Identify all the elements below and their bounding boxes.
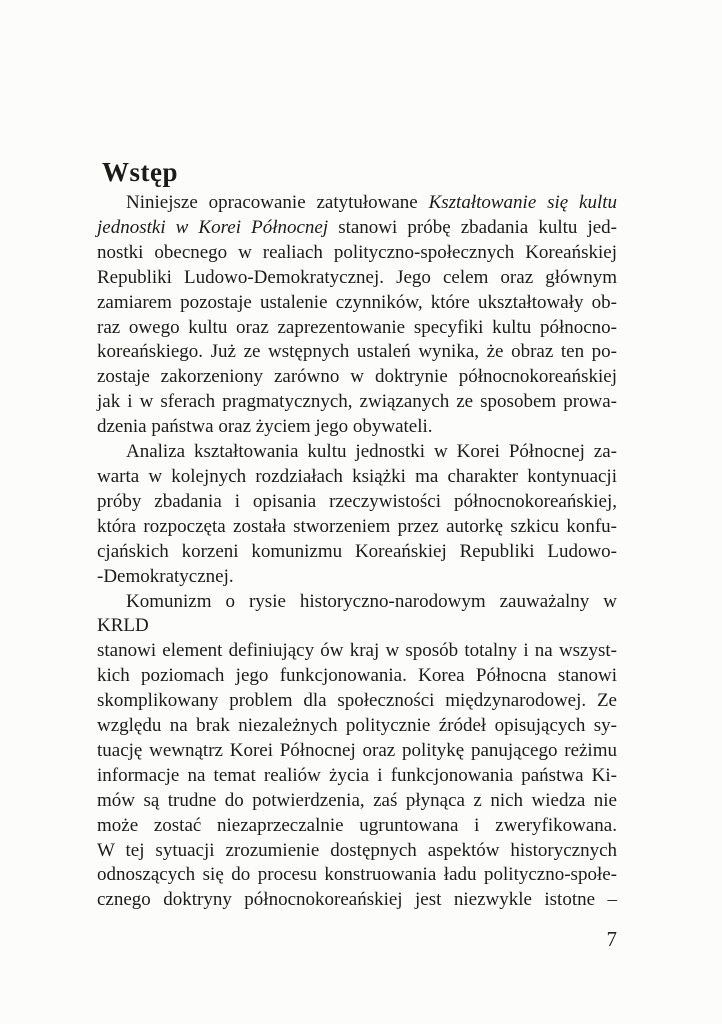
body-text xyxy=(97,191,617,913)
chapter-title: Wstęp xyxy=(102,157,178,188)
text-line xyxy=(97,739,617,764)
text-line xyxy=(97,789,617,814)
text-segment: nostki obecnego w realiach polityczno-społecznych Koreańskiej xyxy=(97,241,617,263)
text-segment: cjańskich korzeni komunizmu Koreańskiej Republiki Ludowo- xyxy=(97,540,617,562)
text-line xyxy=(97,490,617,515)
text-segment: względu na brak niezależnych politycznie źródeł opisujących sy- xyxy=(97,715,617,737)
text-line xyxy=(97,888,617,913)
text-segment: Analiza kształtowania kultu jednostki w Korei Północnej za- xyxy=(126,441,617,463)
text-segment: próby zbadania i opisania rzeczywistości północnokoreańskiej, xyxy=(97,490,617,512)
text-line xyxy=(97,714,617,739)
text-segment: może zostać niezaprzeczalnie ugruntowana i zweryfikowana. xyxy=(97,814,617,836)
text-segment: mów są trudne do potwierdzenia, zaś płynąca z nich wiedza nie xyxy=(97,789,617,811)
text-segment: dzenia państwa oraz życiem jego obywateli. xyxy=(97,416,433,438)
text-line xyxy=(97,266,617,291)
page-number: 7 xyxy=(606,927,617,951)
text-line xyxy=(97,291,617,316)
text-segment: skomplikowany problem dla społeczności międzynarodowej. Ze xyxy=(97,690,617,712)
text-segment: -Demokratycznej. xyxy=(97,565,234,587)
text-segment: która rozpoczęta została stworzeniem przez autorkę szkicu konfu- xyxy=(97,515,617,537)
text-segment: warta w kolejnych rozdziałach książki ma charakter kontynuacji xyxy=(97,465,617,487)
text-segment: Niniejsze opracowanie zatytułowane xyxy=(126,192,429,213)
italic-text-segment: jednostki w Korei Północnej xyxy=(97,216,329,238)
text-line xyxy=(97,540,617,565)
text-line xyxy=(97,365,617,390)
text-segment: W tej sytuacji zrozumienie dostępnych aspektów historycznych xyxy=(97,839,617,861)
text-line xyxy=(97,565,617,590)
text-line xyxy=(97,764,617,789)
text-line xyxy=(97,515,617,540)
text-segment: stanowi element definiujący ów kraj w sposób totalny i na wszyst- xyxy=(97,640,617,662)
text-line xyxy=(97,191,617,216)
paragraph xyxy=(97,440,617,589)
text-line xyxy=(97,415,617,440)
text-segment: tuację wewnątrz Korei Północnej oraz politykę panującego reżimu xyxy=(97,739,617,761)
text-segment: informacje na temat realiów życia i funkcjonowania państwa Ki- xyxy=(97,764,617,786)
text-segment: jak i w sferach pragmatycznych, związanych ze sposobem prowa- xyxy=(97,391,617,413)
text-line xyxy=(97,689,617,714)
text-segment: zostaje zakorzeniony zarówno w doktrynie północnokoreańskiej xyxy=(97,366,617,388)
text-line xyxy=(97,316,617,341)
text-segment: odnoszących się do procesu konstruowania ładu polityczno-społe- xyxy=(97,864,617,886)
text-segment: Republiki Ludowo-Demokratycznej. Jego celem oraz głównym xyxy=(97,266,617,288)
paragraph xyxy=(97,590,617,914)
text-line xyxy=(97,839,617,864)
text-segment: stanowi próbę zbadania kultu jed- xyxy=(328,216,617,238)
text-line xyxy=(97,664,617,689)
text-line xyxy=(97,814,617,839)
text-line xyxy=(97,390,617,415)
text-line xyxy=(97,863,617,888)
text-segment: raz owego kultu oraz zaprezentowanie specyfiki kultu północno- xyxy=(97,316,617,338)
text-line xyxy=(97,465,617,490)
text-line xyxy=(97,590,617,640)
text-segment: koreańskiego. Już ze wstępnych ustaleń wynika, że obraz ten po- xyxy=(97,341,617,363)
text-line xyxy=(97,340,617,365)
text-line xyxy=(97,216,617,241)
paragraph xyxy=(97,191,617,440)
italic-text-segment: Kształtowanie się kultu xyxy=(428,192,618,213)
text-segment: zamiarem pozostaje ustalenie czynników, które ukształtowały ob- xyxy=(97,291,617,313)
text-segment: Komunizm o rysie historyczno-narodowym zauważalny w KRLD xyxy=(97,590,617,637)
text-line xyxy=(97,639,617,664)
text-line xyxy=(97,241,617,266)
text-line xyxy=(97,440,617,465)
text-segment: cznego doktryny północnokoreańskiej jest niezwykle istotne – xyxy=(97,889,617,911)
text-segment: kich poziomach jego funkcjonowania. Korea Północna stanowi xyxy=(97,665,617,687)
